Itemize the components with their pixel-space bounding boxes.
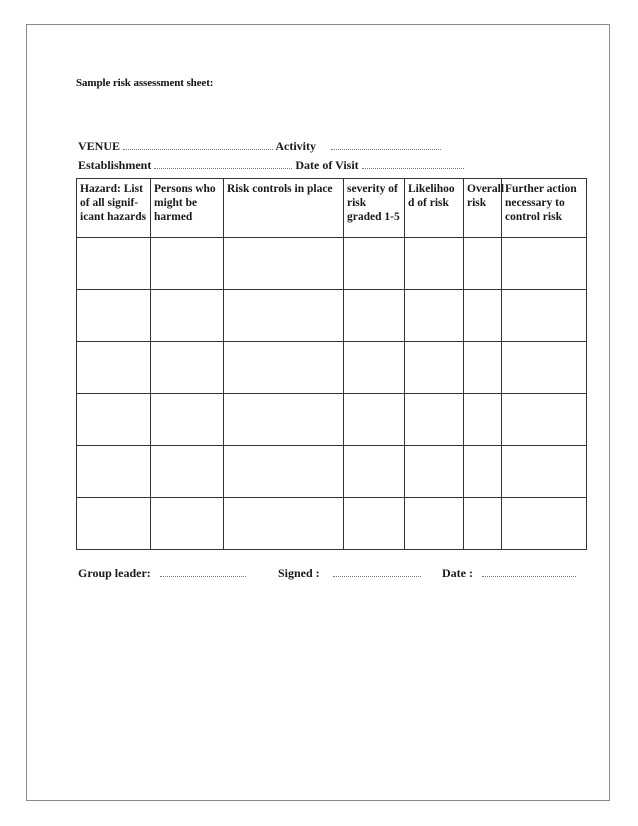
table-cell[interactable] [77,290,151,342]
table-cell[interactable] [344,342,405,394]
header-risk-controls: Risk controls in place [224,179,344,238]
table-cell[interactable] [151,342,224,394]
table-row [77,238,587,290]
table-cell[interactable] [502,446,587,498]
risk-assessment-table [76,178,587,550]
table-row [77,394,587,446]
header-further-action: Further action necessary to control risk [502,179,587,238]
activity-label: Activity [275,139,317,153]
date-row [442,566,576,581]
table-row [77,446,587,498]
table-cell[interactable] [464,498,502,550]
table-cell[interactable] [464,342,502,394]
establishment-row [78,158,464,173]
table-cell[interactable] [77,446,151,498]
table-cell[interactable] [151,394,224,446]
table-cell[interactable] [344,498,405,550]
table-cell[interactable] [344,446,405,498]
establishment-dotted-field[interactable] [154,159,292,169]
signed-dotted-field[interactable] [333,567,421,577]
venue-label: VENUE [78,139,121,153]
table-cell[interactable] [464,394,502,446]
table-cell[interactable] [502,342,587,394]
table-cell[interactable] [151,238,224,290]
table-cell[interactable] [77,238,151,290]
group-leader-label: Group leader: [78,566,151,580]
table-cell[interactable] [151,498,224,550]
table-cell[interactable] [405,394,464,446]
table-row [77,290,587,342]
table-cell[interactable] [77,498,151,550]
table-cell[interactable] [344,394,405,446]
table-cell[interactable] [224,446,344,498]
table-cell[interactable] [344,290,405,342]
header-overall-risk: Overall risk [464,179,502,238]
venue-dotted-field[interactable] [123,140,273,150]
signed-row [278,566,421,581]
table-cell[interactable] [464,446,502,498]
header-likelihood: Likelihoo d of risk [405,179,464,238]
activity-dotted-field[interactable] [331,140,441,150]
table-cell[interactable] [464,238,502,290]
table-cell[interactable] [151,446,224,498]
table-cell[interactable] [405,446,464,498]
date-of-visit-label: Date of Visit [295,158,359,172]
group-leader-row [78,566,246,581]
table-cell[interactable] [405,290,464,342]
table-cell[interactable] [502,238,587,290]
table-cell[interactable] [224,394,344,446]
table-cell[interactable] [502,498,587,550]
header-severity: severity of risk graded 1-5 [344,179,405,238]
table-row [77,342,587,394]
table-cell[interactable] [224,290,344,342]
sheet-title: Sample risk assessment sheet: [76,77,214,89]
venue-row [78,139,441,154]
signed-label: Signed : [278,566,320,580]
table-cell[interactable] [405,238,464,290]
date-of-visit-dotted-field[interactable] [362,159,464,169]
table-cell[interactable] [405,498,464,550]
table-cell[interactable] [405,342,464,394]
date-label: Date : [442,566,473,580]
table-cell[interactable] [502,394,587,446]
table-cell[interactable] [224,238,344,290]
table-cell[interactable] [77,394,151,446]
table-cell[interactable] [502,290,587,342]
table-row [77,498,587,550]
table-header-row [77,179,587,238]
table-cell[interactable] [151,290,224,342]
table-cell[interactable] [224,498,344,550]
table-cell[interactable] [464,290,502,342]
establishment-label: Establishment [78,158,152,172]
table-cell[interactable] [77,342,151,394]
table-cell[interactable] [224,342,344,394]
table-cell[interactable] [344,238,405,290]
group-leader-dotted-field[interactable] [160,567,246,577]
header-persons: Persons who might be harmed [151,179,224,238]
header-hazard: Hazard: List of all signif- icant hazards [77,179,151,238]
date-dotted-field[interactable] [482,567,576,577]
